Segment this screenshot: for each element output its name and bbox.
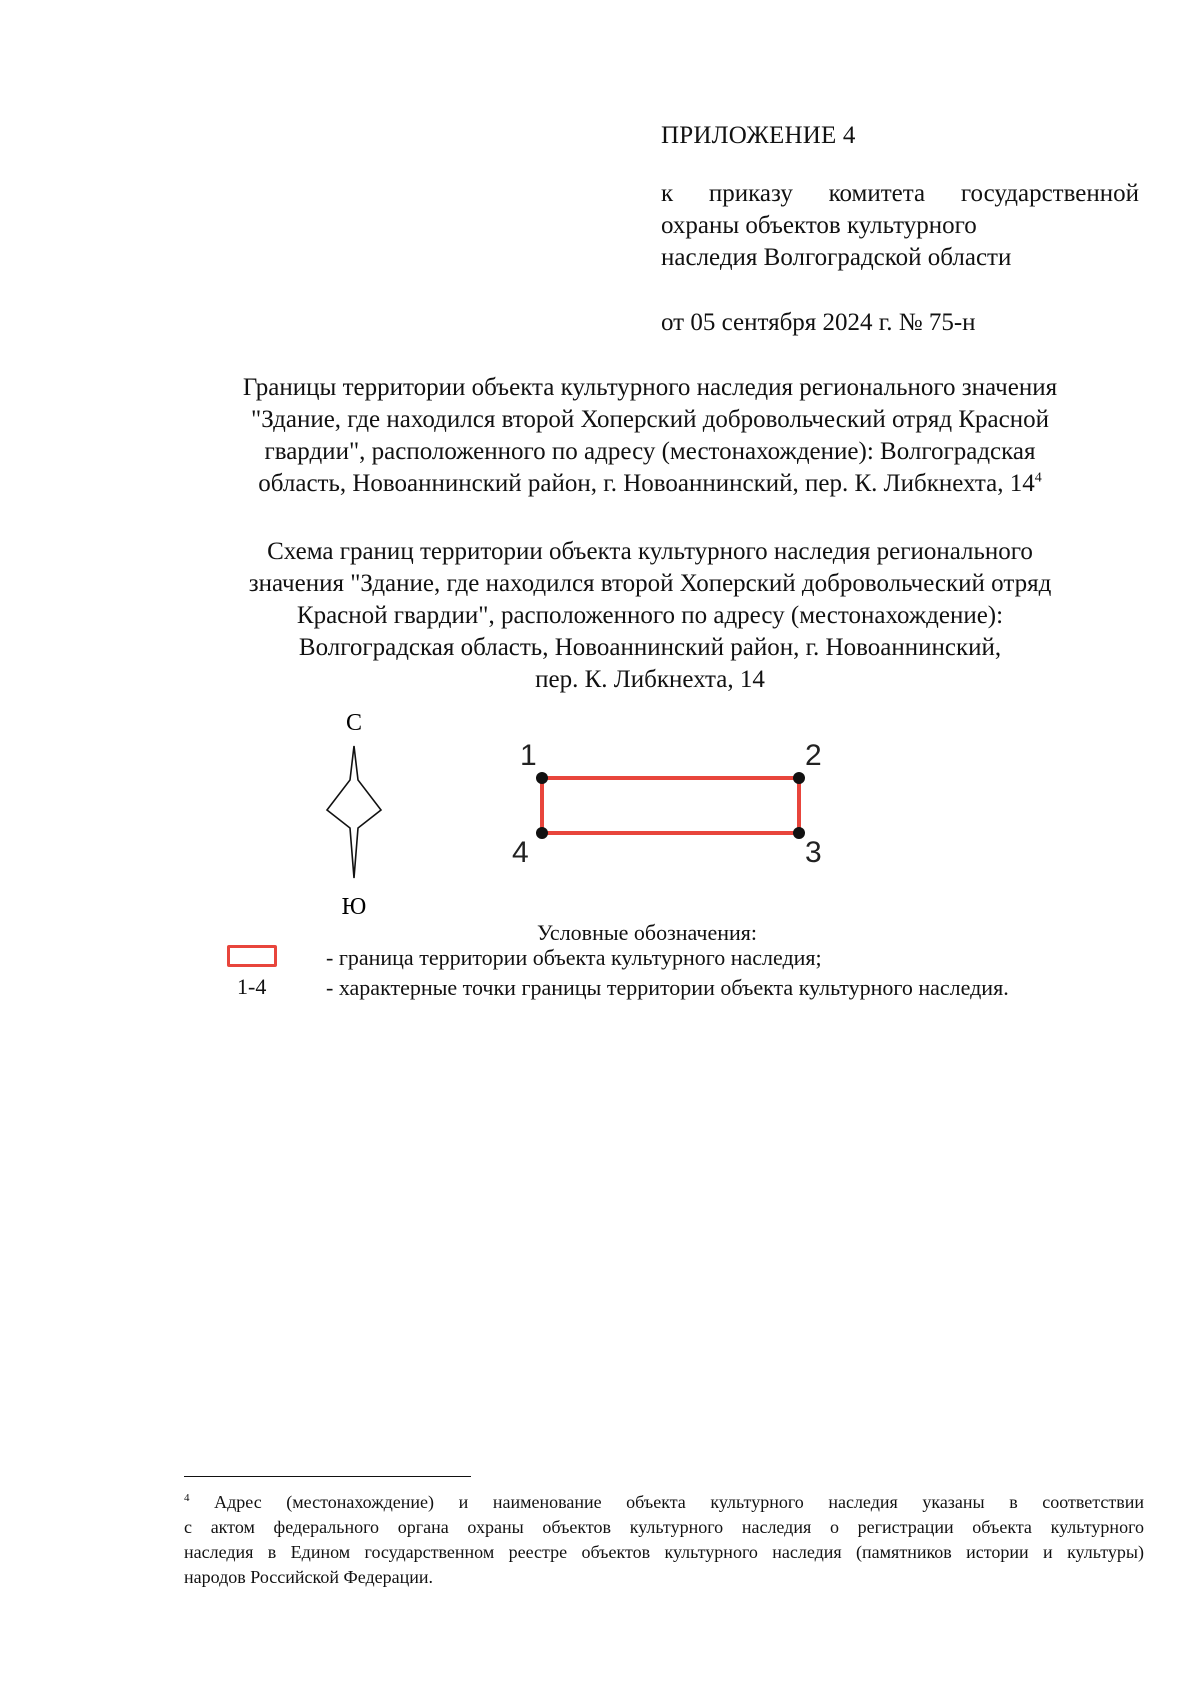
boundary-point-label-2: 2 [805,739,822,772]
appendix-title: ПРИЛОЖЕНИЕ 4 [661,122,856,149]
compass-needle [327,746,381,878]
legend-title: Условные обозначения: [537,920,758,945]
appendix-reference [661,178,1139,274]
appendix-reference-line: к приказу комитета государственной [661,180,1139,207]
footnote-reference[interactable]: 4 [1034,470,1042,486]
boundary-point-2 [793,772,805,784]
footnote-line: с актом федерального органа охраны объектов культурного наследия о регистрации объекта культурного [184,1517,1144,1537]
footnote-line [184,1490,1144,1515]
boundary-point-label-1: 1 [520,739,537,772]
boundary-point-1 [536,772,548,784]
scheme-title-line: пер. К. Либкнехта, 14 [535,666,765,693]
main-title-line [150,468,1150,500]
legend-item-boundary: - граница территории объекта культурного наследия; [326,945,822,970]
boundary-outline [542,778,799,833]
legend-boundary-swatch [227,945,277,967]
boundary-scheme [300,700,860,920]
appendix-reference-line: наследия Волгоградской области [661,244,1012,271]
footnote [184,1490,1144,1590]
legend-points-label: 1-4 [237,974,267,999]
legend-item-points: - характерные точки границы территории объекта культурного наследия. [326,975,1009,1000]
appendix-reference-line: охраны объектов культурного [661,212,977,239]
order-date: от 05 сентября 2024 г. № 75-н [661,309,976,336]
boundary-point-label-4: 4 [512,836,529,869]
scheme-title-line: Схема границ территории объекта культурного наследия регионального [267,538,1033,565]
footnote-line: наследия в Едином государственном реестре объектов культурного наследия (памятников истории и культуры) [184,1542,1144,1562]
main-title [150,372,1150,500]
boundary-point-label-3: 3 [805,836,822,869]
main-title-line: Границы территории объекта культурного наследия регионального значения [242,374,1058,401]
scheme-title [150,536,1150,696]
scheme-title-line: Красной гвардии", расположенного по адресу (местонахождение): [296,602,1004,629]
boundary-point-4 [536,827,548,839]
footnote-line-text: Адрес (местонахождение) и наименование объекта культурного наследия указаны в соответствии [214,1492,1145,1512]
main-title-line-text: область, Новоаннинский район, г. Новоаннинский, пер. К. Либкнехта, 14 [258,470,1035,497]
main-title-line: гвардии", расположенного по адресу (местонахождение): Волгоградская [264,438,1036,465]
compass-icon [327,710,381,920]
scheme-title-line: значения "Здание, где находился второй Хоперский добровольческий отряд [248,570,1052,597]
compass-south-label: Ю [341,894,367,920]
boundary-point-3 [793,827,805,839]
footnote-line: народов Российской Федерации. [184,1567,433,1587]
footnote-mark: 4 [184,1492,190,1504]
footnote-divider [184,1476,471,1477]
compass-north-label: С [345,710,363,736]
main-title-line: "Здание, где находился второй Хоперский добровольческий отряд Красной [251,406,1049,433]
scheme-title-line: Волгоградская область, Новоаннинский район, г. Новоаннинский, [298,634,1002,661]
